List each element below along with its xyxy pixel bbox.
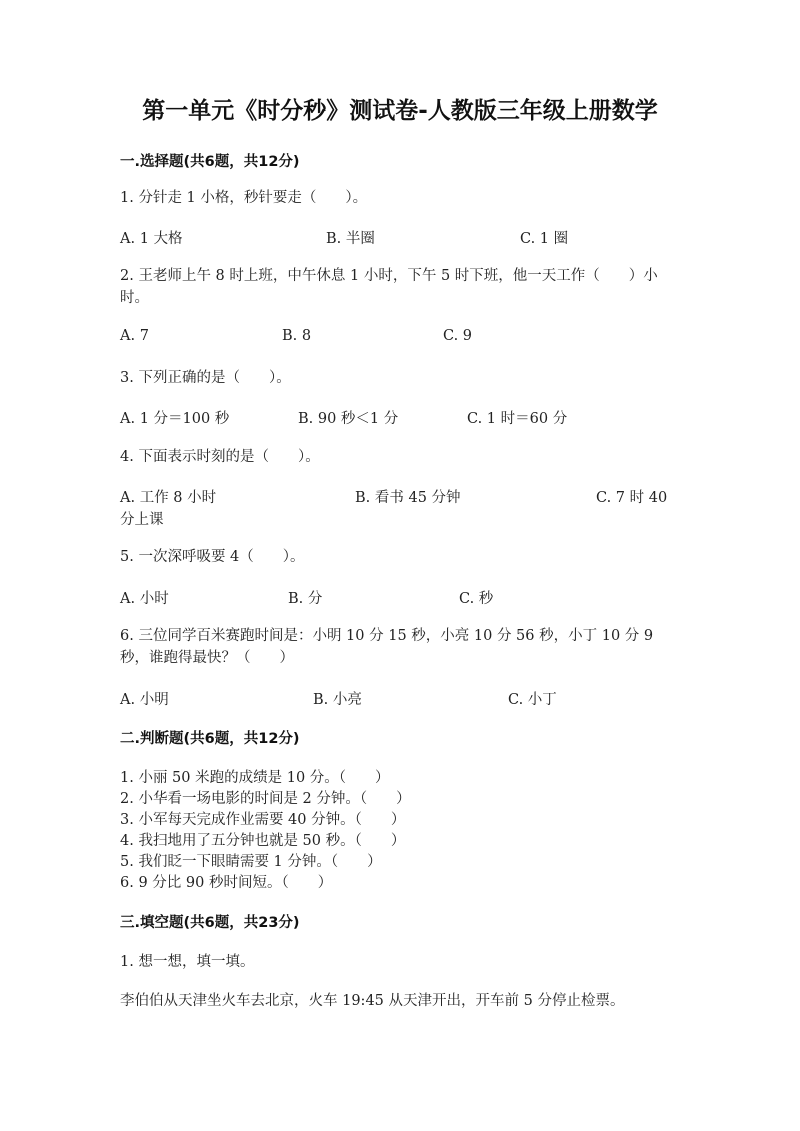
judge-item-4: 4. 我扫地用了五分钟也就是 50 秒。（ ） [120, 833, 406, 849]
page-title: 第一单元《时分秒》测试卷-人教版三年级上册数学 [142, 98, 658, 124]
q2-option-c: C. 9 [443, 328, 473, 344]
judge-item-5: 5. 我们眨一下眼睛需要 1 分钟。（ ） [120, 854, 382, 870]
section-heading-judge: 二.判断题(共6题，共12分) [120, 731, 300, 747]
q6-option-a: A. 小明 [120, 692, 169, 708]
q1-option-a: A. 1 大格 [120, 231, 183, 247]
q5-option-c: C. 秒 [459, 591, 494, 607]
q4-option-a: A. 工作 8 小时 [120, 490, 217, 506]
q5-option-a: A. 小时 [120, 591, 169, 607]
judge-item-1: 1. 小丽 50 米跑的成绩是 10 分。（ ） [120, 770, 390, 786]
q1-option-c: C. 1 圈 [520, 231, 569, 247]
judge-item-6: 6. 9 分比 90 秒时间短。（ ） [120, 875, 333, 891]
q6-option-c: C. 小丁 [508, 692, 557, 708]
question-6: 6. 三位同学百米赛跑时间是：小明 10 分 15 秒，小亮 10 分 56 秒，小丁 10 分 9 秒，谁跑得最快？（ ） [120, 628, 654, 666]
section-heading-choice: 一.选择题(共6题，共12分) [120, 154, 300, 170]
section-heading-fill: 三.填空题(共6题，共23分) [120, 915, 300, 931]
question-4: 4. 下面表示时刻的是（ ）。 [120, 449, 320, 465]
judge-item-3: 3. 小军每天完成作业需要 40 分钟。（ ） [120, 812, 406, 828]
question-2: 2. 王老师上午 8 时上班，中午休息 1 小时，下午 5 时下班，他一天工作（ ）小时。 [120, 268, 658, 306]
fill-question-1: 1. 想一想，填一填。 [120, 954, 255, 970]
q3-option-c: C. 1 时＝60 分 [467, 411, 568, 427]
fill-question-1-text: 李伯伯从天津坐火车去北京，火车 19:45 从天津开出，开车前 5 分停止检票。 [120, 993, 625, 1009]
question-5: 5. 一次深呼吸要 4（ ）。 [120, 549, 305, 565]
q2-option-a: A. 7 [120, 328, 149, 344]
q3-option-a: A. 1 分＝100 秒 [120, 411, 230, 427]
q6-option-b: B. 小亮 [313, 692, 362, 708]
q3-option-b: B. 90 秒＜1 分 [298, 411, 399, 427]
judge-item-2: 2. 小华看一场电影的时间是 2 分钟。（ ） [120, 791, 411, 807]
q4-option-c: C. 7 时 40 [596, 490, 668, 506]
q4-option-c-continued: 分上课 [120, 512, 164, 528]
question-3: 3. 下列正确的是（ ）。 [120, 370, 291, 386]
q5-option-b: B. 分 [288, 591, 323, 607]
q4-option-b: B. 看书 45 分钟 [355, 490, 461, 506]
q1-option-b: B. 半圈 [326, 231, 375, 247]
q2-option-b: B. 8 [282, 328, 312, 344]
question-1: 1. 分针走 1 小格，秒针要走（ ）。 [120, 190, 368, 206]
